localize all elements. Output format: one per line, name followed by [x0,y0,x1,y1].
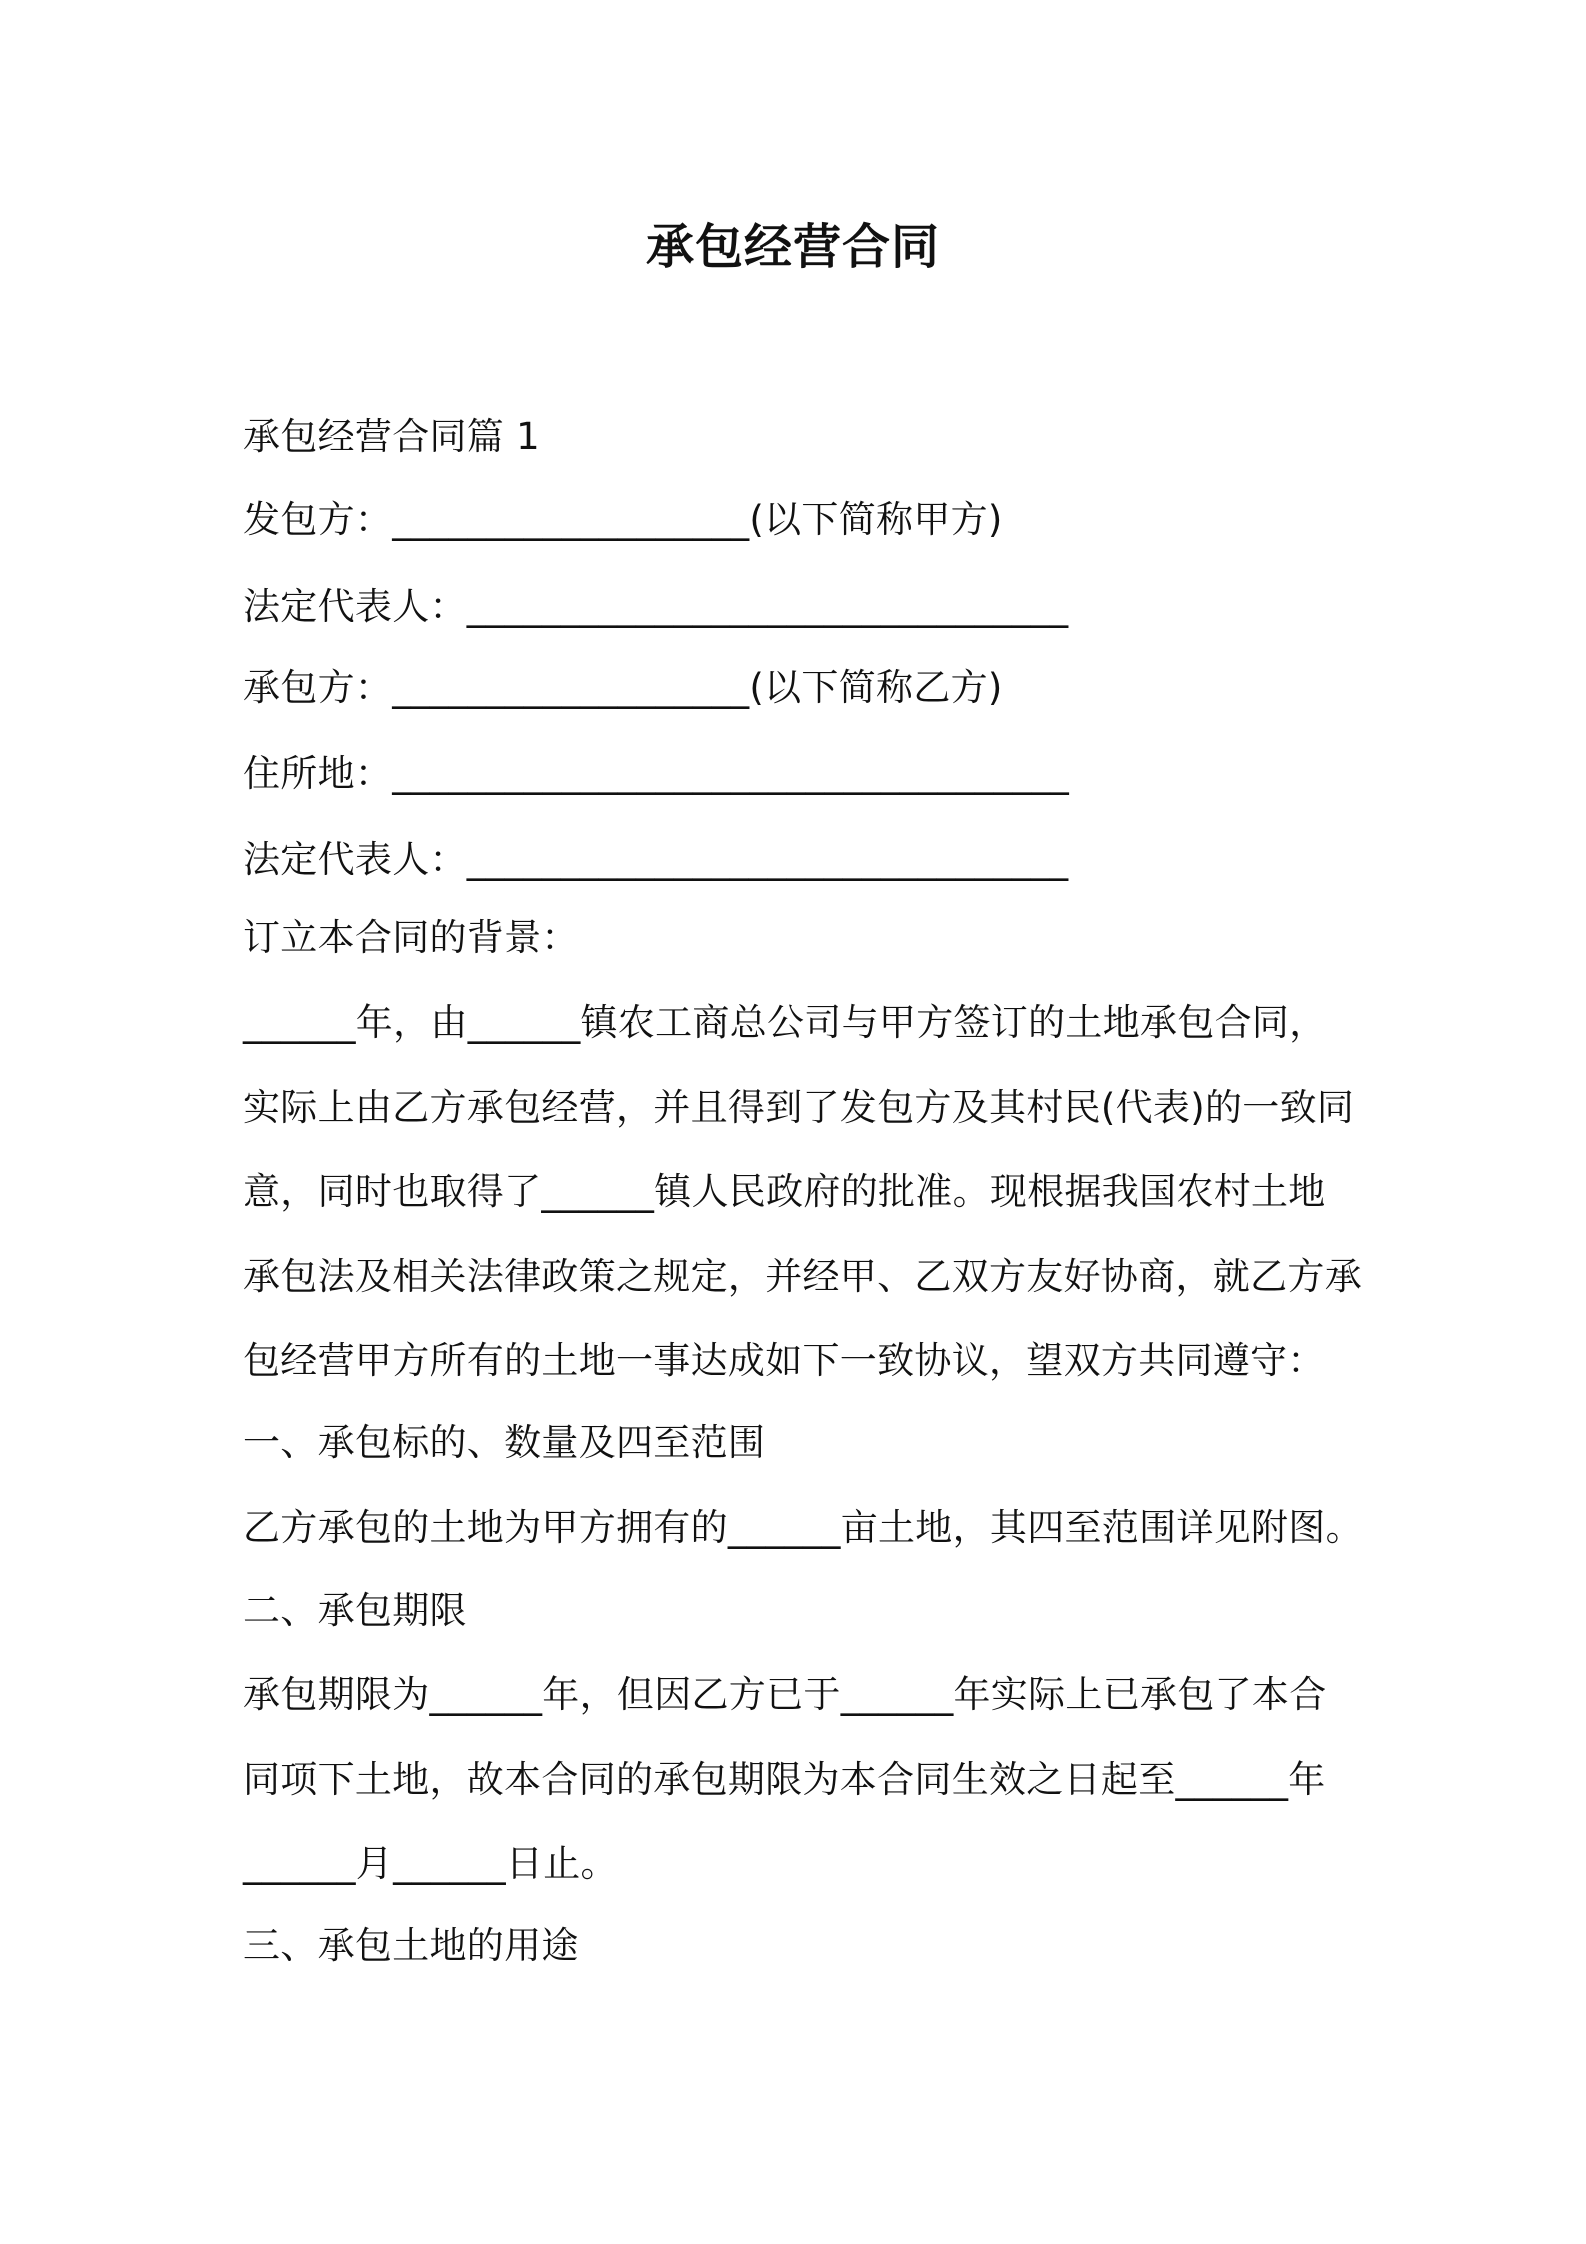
clause-heading-3: 三、承包土地的用途 [243,1924,579,1967]
party-a-field: 发包方：___________________(以下简称甲方) [243,498,1003,541]
document-title: 承包经营合同 [645,219,940,275]
paragraph-line: 意，同时也取得了______镇人民政府的批准。现根据我国农村土地 [243,1170,1326,1213]
paragraph-line: ______月______日止。 [243,1842,618,1885]
background-heading: 订立本合同的背景： [243,916,579,959]
party-a-representative-field: 法定代表人：________________________________ [243,585,1069,628]
party-b-field: 承包方：___________________(以下简称乙方) [243,666,1003,709]
paragraph-line: ______年，由______镇农工商总公司与甲方签订的土地承包合同， [243,1001,1327,1044]
paragraph-line: 实际上由乙方承包经营，并且得到了发包方及其村民(代表)的一致同 [243,1086,1355,1129]
paragraph-line: 同项下土地，故本合同的承包期限为本合同生效之日起至______年 [243,1758,1326,1801]
paragraph-line: 承包期限为______年，但因乙方已于______年实际上已承包了本合 [243,1673,1327,1716]
section-heading: 承包经营合同篇 1 [243,415,541,458]
address-field: 住所地：____________________________________ [243,752,1069,795]
paragraph-line: 承包法及相关法律政策之规定，并经甲、乙双方友好协商，就乙方承 [243,1255,1362,1298]
clause-heading-1: 一、承包标的、数量及四至范围 [243,1421,766,1464]
paragraph-line: 包经营甲方所有的土地一事达成如下一致协议，望双方共同遵守： [243,1339,1325,1382]
clause-heading-2: 二、承包期限 [243,1589,467,1632]
paragraph-line: 乙方承包的土地为甲方拥有的______亩土地，其四至范围详见附图。 [243,1506,1363,1549]
party-b-representative-field: 法定代表人：________________________________ [243,838,1069,881]
